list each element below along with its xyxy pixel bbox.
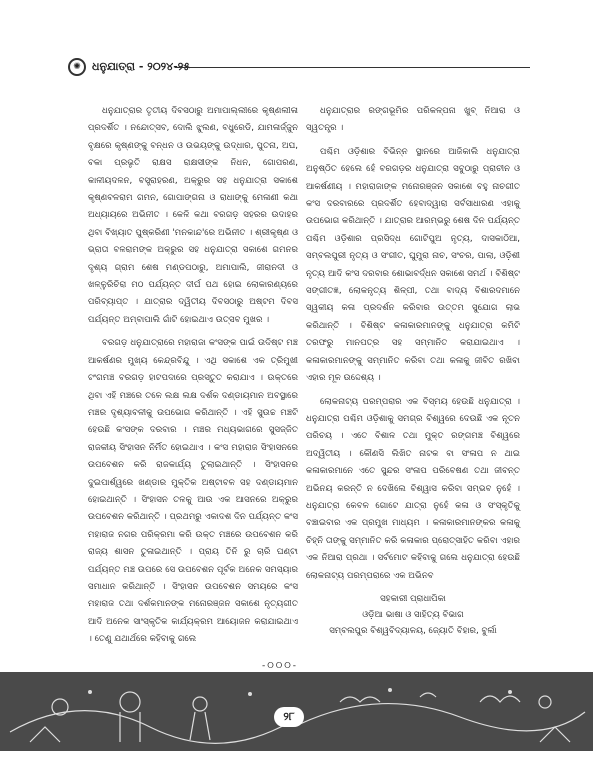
author-signature bbox=[306, 591, 520, 639]
emblem-logo: ✺ bbox=[68, 58, 86, 76]
author-institution: ସମ୍ବଲପୁର ବିଶ୍ୱବିଦ୍ୟାଳୟ, ଜ୍ୟୋତି ବିହାର, ବୁର୍ଲା bbox=[329, 625, 497, 636]
paragraph: ଧନୁଯାତ୍ରାର ତୃତୀୟ ଦିବସଠାରୁ ଅମାପାଲ୍ଲୀରେ କୃଷ୍ଣଲୀଳା ପ୍ରଦର୍ଶିତ । ନନ୍ଦୋତ୍ସବ, ଦୋଲି ଝୁଲଣ, ବଧୁରେଡି, ଯାମଳାର୍ଜ୍ଜୁନ ବୃକ୍ଷରେ କୃଷ୍ଣଙ୍କୁ ବନ୍ଧନ ଓ ଉଭୟଙ୍କୁ ଉଦ୍ଧାର, ପୁତନା, ଅଘ, ବକା ପ୍ରଭୃତି ରାକ୍ଷସ ରାକ୍ଷସୀଙ୍କ ନିଧନ, ଗୋପରଣ, କାଳୀୟଦଳନ, ବସ୍ତ୍ରାହରଣ, ଅକ୍ରୁର ସହ ଧନୁଯାତ୍ରା ସକାଶେ କୃଷ୍ଣବଳରାମ ଗମନ, ଗୋପାଙ୍ଗନା ଓ ରାଧାଙ୍କୁ ମେଳାଣୀ କଥା ଅଧ୍ୟାୟରେ ଅଭିନୀତ । କେଳି କଥା ବରଗଡ଼ ସହରର ଉଦାହର ଥିବା ବିଖ୍ୟାତ ପୁଷ୍କରିଣୀ 'ମନକାନ୍ଦ'ରେ ଅଭିନୀତ । ଶ୍ରୀକୃଷ୍ଣ ଓ ଭ୍ରାତା ବଳରାମଙ୍କ ଅକ୍ରୁର ସହ ଧନୁଯାତ୍ରା ସକାଶେ ଗମନର ଦୃଶ୍ୟ ଗ୍ରାମ ଶେଷ ମଣ୍ଡପଠାରୁ, ଅମାପାଲି, ଜୀରାନଦୀ ଓ ଖଳ୍ଳୁରିଚିରା ମଠ ପର୍ଯ୍ୟନ୍ତ ଦୀର୍ଘ ପଥ ହୋଇ ଲୋକାରଣ୍ୟରେ ପରିବ୍ୟାପ୍ତ । ଯାତ୍ରାର ଦ୍ୱିତୀୟ ଦିବସଠାରୁ ଅଷ୍ଟମ ଦିବସ ପର୍ଯ୍ୟନ୍ତ ଅମ୍ବାପାଲି ଗାଁଟି ହୋଇଥାଏ ଉତ୍ସବ ମୁଖର । bbox=[88, 106, 298, 325]
paragraph: ଲୋକନାଟ୍ୟ ପରମ୍ପରାର ଏକ ବିସ୍ମୟ ହେଉଛି ଧନୁଯାତ୍ରା । ଧନୁଯାତ୍ରା ପଶ୍ଚିମ ଓଡ଼ିଶାକୁ ସମଗ୍ର ବିଶ୍ୱରେ ଦେଉଛି ଏକ ନୂତନ ପରିଚୟ । ଏତେ ବିଶାଳ ତଥା ମୁକ୍ତ ରଙ୍ଗମଞ୍ଚ ବିଶ୍ୱରେ ଅଦ୍ୱିତୀୟ । କୌଣସି ଲିଖିତ ନାଟକ ବା ସଂଳାପ ନ ଥାଇ କଳାକାରମାନେ ଏତେ ସୁନ୍ଦର ସଂଳାପ ପରିବେଷଣ ତଥା ଜୀବନ୍ତ ଅଭିନୟ କରନ୍ତି ନ ଦେଖିଲେ ବିଶ୍ୱାସ କରିବା ସମ୍ଭବ ନୁହେଁ । ଧନୁଯାତ୍ରା କେବଳ ଗୋଟେ ଯାତ୍ରା ନୁହେଁ କଳା ଓ ସଂସ୍କୃତିକୁ ବଞ୍ଚାଇବାର ଏକ ପ୍ରମୁଖ ମାଧ୍ୟମ । କଳାକାରମାନଙ୍କର କଳାକୁ ଚିହ୍ନି ତାଙ୍କୁ ସମ୍ମାନିତ କରି କଳାକାର ପ୍ରୋତ୍ସାହିତ କରିବା ଏହାର ଏକ ନିଆରା ପ୍ରଥା । ସର୍ବମୋଟ କହିବାକୁ ଗଲେ ଧନୁଯାତ୍ରା ହେଉଛି ଲୋକନାଟ୍ୟ ପରମ୍ପରାରେ ଏକ ଅଭିନବ bbox=[306, 396, 520, 581]
paragraph: ପଶ୍ଚିମ ଓଡ଼ିଶାର ବିଭିନ୍ନ ସ୍ଥାନରେ ଆଜିକାଲି ଧନୁଯାତ୍ରା ଅନୁଷ୍ଠିତ ହେଲେ ହେଁ ବରଗଡ଼ର ଧନୁଯାତ୍ରା ସବୁଠାରୁ ପ୍ରାଚୀନ ଓ ଆକର୍ଷଣୀୟ । ମହାରାଜାଙ୍କ ମନୋରଞ୍ଜନ ସକାଶେ ବହୁ ନାଚଗୀତ କଂସ ଦରବାରରେ ପ୍ରଦର୍ଶିତ ହେବାଦ୍ୱାରା ସର୍ବସାଧାରଣ ଏହାକୁ ଉପଭୋଗ କରିଥାନ୍ତି । ଯାତ୍ରାର ଆରମ୍ଭରୁ ଶେଷ ଦିନ ପର୍ଯ୍ୟନ୍ତ ପଶ୍ଚିମ ଓଡ଼ିଶାର ପ୍ରସିଦ୍ଧ ଗୋଟିପୁଅ ନୃତ୍ୟ, ଦାସକାଠିଆ, ସମ୍ବଲପୁରୀ ନୃତ୍ୟ ଓ ସଂଗୀତ, ଘୁମୁରା ନାଚ, ସଂଚର, ପାଲା, ଓଡ଼ିଶୀ ନୃତ୍ୟ ଆଦି କଂସ ଦରବାର ଶୋଭାବର୍ଦ୍ଧନ ସକାଶେ ସମର୍ଥ । ବିଶିଷ୍ଟ ସଙ୍ଗୀତଜ୍ଞ, ଲୋକନୃତ୍ୟ ଶିଳ୍ପୀ, ତଥା ବାଦ୍ୟ ବିଶାରଦମାନେ ସ୍ୱକୀୟ କଳା ପ୍ରଦର୍ଶନ କରିବାର ଉତ୍ତମ ସୁଯୋଗ ଲାଭ କରିଥାନ୍ତି । ବିଶିଷ୍ଟ କଳାକାରମାନଙ୍କୁ ଧନୁଯାତ୍ରା କମିଟି ତରଫରୁ ମାନପତ୍ର ସହ ସମ୍ମାନିତ କରାଯାଇଥାଏ । କଳାକାରମାନଙ୍କୁ ସମ୍ମାନିତ କରିବା ତଥା କଳାକୁ ଜୀବିତ ରଖିବା ଏହାର ମୂଳ ଉଦ୍ଦେଶ୍ୟ । bbox=[306, 146, 520, 384]
header-rule bbox=[175, 67, 530, 68]
page-header bbox=[0, 58, 593, 80]
paragraph: ବରଗଡ଼ ଧନୁଯାତ୍ରାରେ ମହାରାଜା କଂସଙ୍କ ପାଇଁ ଉଦିଷ୍ଟ ମଞ୍ଚ ଆକର୍ଷଣର ମୁଖ୍ୟ କେନ୍ଦ୍ରବିନ୍ଦୁ । ଏଥି ସକାଶେ ଏକ ତ୍ରିମୁଖୀ ଟଂଗମଞ୍ଚ ବରଗଡ଼ ହାଟପଦାରେ ପ୍ରସ୍ତୁତ କରାଯାଏ । ଉକ୍ତରେ ଥିବା ଏହି ମଞ୍ଚରେ ତଳେ ଲକ୍ଷ ଲକ୍ଷ ଦର୍ଶକ ଦଣ୍ଡାୟମାନ ଅବସ୍ଥାରେ ମଞ୍ଚର ଦୃଶ୍ୟାବଳୀକୁ ଉପଭୋଗ କରିଥାନ୍ତି । ଏହି ସୁଉଚ୍ଚ ମଞ୍ଚଟି ହେଉଛି କଂସଙ୍କ ଦରବାର । ମଞ୍ଚର ମଧ୍ୟଭାଗରେ ସୁସଜ୍ଜିତ ରାଜକୀୟ ସିଂହାସନ ନିର୍ମିତ ହୋଇଥାଏ । କଂସ ମହାରାଜ ସିଂହାସନରେ ଉପବେଶନ କରି ରାଜକାର୍ଯ୍ୟ ତୁଲାଇଥାନ୍ତି । ସିଂହାସନର ଦୁଇପାର୍ଶ୍ୱରେ ଖଣ୍ଡାର ମୁକ୍ତିକ ଅଷ୍ଟାବଳ ସହ ଦଣ୍ଡାୟମାନ ହୋଇଥାନ୍ତି । ସିଂହାସନ ତଳକୁ ଆଉ ଏକ ଆସନରେ ଅକ୍ରୁର ଉପବେଶନ କରିଥାନ୍ତି । ପ୍ରଥମରୁ ଏକାଦଶ ଦିନ ପର୍ଯ୍ୟନ୍ତ କଂସ ମହାରାଜ ନଗର ପରିକ୍ରମା କରି ଉକ୍ତ ମଞ୍ଚରେ ଉପବେଶନ କରି ରାଜ୍ୟ ଶାସନ ତୁଳାଇଥାନ୍ତି । ପ୍ରାୟ ତିନି ରୁ ଚାରି ଘଣ୍ଟା ପର୍ଯ୍ୟନ୍ତ ମଞ୍ଚ ଉପରେ ସେ ଉପବେଶନ ପୂର୍ବକ ଅନେକ ସମସ୍ୟାର ସମାଧାନ କରିଥାନ୍ତି । ସିଂହାସନ ଉପବେଶନ ସମୟରେ କଂସ ମହାରାଜ ତଥା ଦର୍ଶକମାନଙ୍କ ମନୋରଞ୍ଜନ ସକାଶେ ନୃତ୍ୟଗୀତ ଆଦି ଅନେକ ସାଂସ୍କୃତିକ କାର୍ଯ୍ୟକ୍ରମ ଆୟୋଜନ କରାଯାଇଥାଏ । ତେଣୁ ଯଥାର୍ଥରେ କହିବାକୁ ଗଲେ bbox=[88, 338, 298, 645]
right-column bbox=[306, 103, 520, 645]
left-column bbox=[88, 103, 298, 655]
running-title: ଧନୁଯାତ୍ରା - ୨୦୨୪-୨୫ bbox=[92, 60, 191, 73]
author-role: ସହକାରୀ ପ୍ରାଧାପିକା bbox=[380, 593, 446, 604]
page-number: ୨୮ bbox=[274, 707, 304, 727]
end-mark: -୦୦୦- bbox=[262, 661, 299, 671]
paragraph: ଧନୁଯାତ୍ରାର ରଙ୍ଗଭୂମିର ପରିକଳ୍ପନା ଖୁବ୍ ନିଆରା ଓ ସ୍ୱତନ୍ତ୍ର । bbox=[306, 106, 520, 134]
author-department: ଓଡ଼ିଆ ଭାଷା ଓ ସାହିତ୍ୟ ବିଭାଗ bbox=[362, 609, 464, 620]
